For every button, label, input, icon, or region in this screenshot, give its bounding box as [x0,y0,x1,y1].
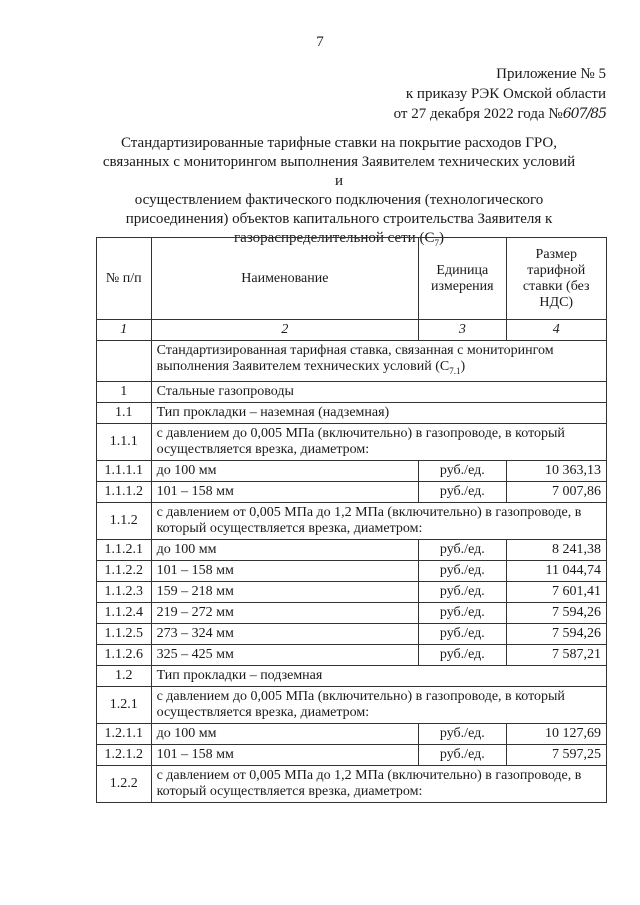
row-name: Тип прокладки – подземная [151,665,606,686]
order-date: от 27 декабря 2022 года № [393,106,563,122]
row-name: до 100 мм [151,460,419,481]
title-line-3: осуществлением фактического подключения (технологического [134,192,544,208]
page-number: 7 [316,34,324,50]
appendix-line-2: к приказу РЭК Омской области [405,86,606,102]
row-unit: руб./ед. [419,623,506,644]
row-name: с давлением от 0,005 МПа до 1,2 МПа (включительно) в газопроводе, в который осуществляется врезка, диаметром: [151,502,606,539]
row-number: 1.1.2.5 [97,623,152,644]
title-line-4: присоединения) объектов капитального строительства Заявителя к [125,211,553,227]
row-number: 1.2.1.2 [97,744,152,765]
row-number: 1.1.2.2 [97,560,152,581]
row-number: 1.1 [97,402,152,423]
table-row [97,381,607,402]
appendix-header [394,64,606,124]
header-rate: Размер тарифной ставки (без НДС) [506,238,607,320]
row-name: 159 – 218 мм [151,581,419,602]
row-rate: 11 044,74 [506,560,607,581]
appendix-line-3 [394,104,606,124]
order-number-handwritten: 607/85 [562,106,606,122]
row-name: с давлением до 0,005 МПа (включительно) в газопроводе, в который осуществляется врезка, диаметром: [151,423,606,460]
document-title [100,134,578,253]
table-row [97,644,607,665]
table-row [97,665,607,686]
header-name: Наименование [151,238,419,320]
title-line-2: связанных с мониторингом выполнения Заявителем технических условий и [102,154,576,189]
row-rate: 10 127,69 [506,723,607,744]
table-row [97,481,607,502]
title-line-1: Стандартизированные тарифные ставки на покрытие расходов ГРО, [121,135,557,151]
row-number: 1.2.1.1 [97,723,152,744]
row-rate: 7 587,21 [506,644,607,665]
column-number-row [97,320,607,341]
table-header-row [97,238,607,320]
title-line-5-suffix: ) [438,230,444,246]
section-heading-subscript: 7.1 [449,365,461,376]
row-name: 219 – 272 мм [151,602,419,623]
table-row [97,686,607,723]
table-row [97,502,607,539]
row-rate: 7 007,86 [506,481,607,502]
row-number: 1.1.2.6 [97,644,152,665]
table-row [97,423,607,460]
row-unit: руб./ед. [419,560,506,581]
row-number: 1.1.2 [97,502,152,539]
row-number: 1.1.1.1 [97,460,152,481]
section-heading-suffix: ) [460,359,466,374]
table-row [97,539,607,560]
row-number: 1.1.2.3 [97,581,152,602]
row-name: до 100 мм [151,539,419,560]
row-number: 1.2.2 [97,765,152,802]
row-name: до 100 мм [151,723,419,744]
row-number: 1.2 [97,665,152,686]
row-number: 1 [97,381,152,402]
row-name: с давлением до 0,005 МПа (включительно) в газопроводе, в который осуществляется врезка, диаметром: [151,686,606,723]
section-heading [151,341,606,382]
section-heading-text: Стандартизированная тарифная ставка, связанная с мониторингом выполнения Заявителем технических условий (С [156,343,554,374]
appendix-line-1: Приложение № 5 [496,66,606,82]
title-line-5-text: газораспределительной сети (С [234,230,435,246]
row-name: с давлением от 0,005 МПа до 1,2 МПа (включительно) в газопроводе, в который осуществляется врезка, диаметром: [151,765,606,802]
title-subscript: 7 [434,238,439,248]
header-unit: Единица измерения [419,238,506,320]
row-number: 1.1.2.1 [97,539,152,560]
row-rate: 7 594,26 [506,623,607,644]
row-name: 273 – 324 мм [151,623,419,644]
column-number: 4 [506,320,607,341]
row-rate: 10 363,13 [506,460,607,481]
table-row [97,560,607,581]
row-rate: 7 601,41 [506,581,607,602]
row-name: 101 – 158 мм [151,481,419,502]
column-number: 2 [151,320,419,341]
table-row [97,623,607,644]
row-unit: руб./ед. [419,602,506,623]
row-rate: 8 241,38 [506,539,607,560]
row-number: 1.1.2.4 [97,602,152,623]
row-unit: руб./ед. [419,539,506,560]
section-heading-row [97,341,607,382]
section-heading-num [97,341,152,382]
row-rate: 7 597,25 [506,744,607,765]
table-row [97,765,607,802]
row-name: Стальные газопроводы [151,381,606,402]
row-name: 325 – 425 мм [151,644,419,665]
table-row [97,602,607,623]
row-name: Тип прокладки – наземная (надземная) [151,402,606,423]
row-name: 101 – 158 мм [151,560,419,581]
column-number: 1 [97,320,152,341]
tariff-table [96,237,607,803]
table-row [97,744,607,765]
row-rate: 7 594,26 [506,602,607,623]
row-unit: руб./ед. [419,723,506,744]
column-number: 3 [419,320,506,341]
row-unit: руб./ед. [419,481,506,502]
header-num: № п/п [97,238,152,320]
table-row [97,402,607,423]
row-unit: руб./ед. [419,644,506,665]
row-unit: руб./ед. [419,460,506,481]
table-row [97,723,607,744]
row-name: 101 – 158 мм [151,744,419,765]
table-row [97,460,607,481]
row-number: 1.1.1 [97,423,152,460]
table-row [97,581,607,602]
row-unit: руб./ед. [419,581,506,602]
row-number: 1.2.1 [97,686,152,723]
row-unit: руб./ед. [419,744,506,765]
row-number: 1.1.1.2 [97,481,152,502]
